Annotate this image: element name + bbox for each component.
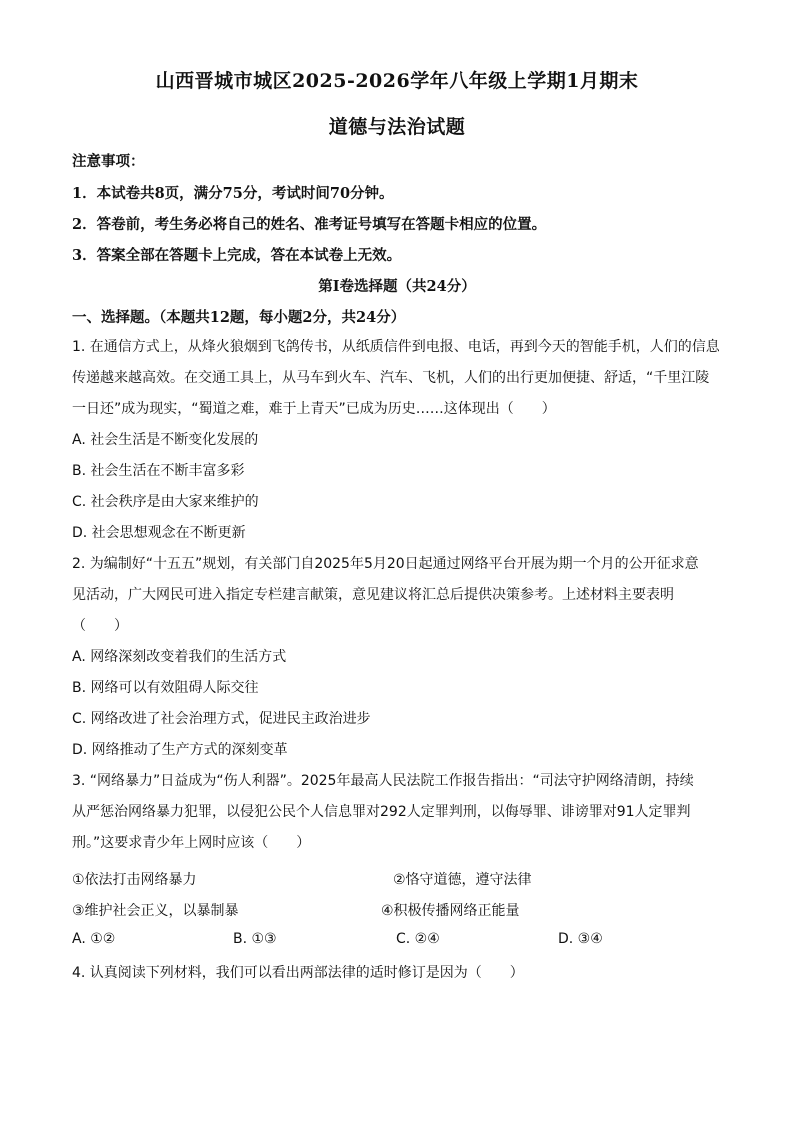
statement-2: ②恪守道德，遵守法律 [393,872,532,888]
part-title: 一、选择题。（本题共12题，每小题2分，共24分） [72,309,406,326]
question-stem-line: 一日还”成为现实，“蜀道之难，难于上青天”已成为历史……这体现出（ ） [72,401,556,417]
notice-item: 1．本试卷共8页，满分75分，考试时间70分钟。 [72,185,394,202]
statement-4: ④积极传播网络正能量 [381,903,520,919]
question-1 [72,332,724,549]
choice-c: C. ②④ [396,931,440,947]
statement-3: ③维护社会正义，以暴制暴 [72,903,239,919]
exam-subject-title: 道德与法治试题 [328,116,466,138]
option-b: B. 网络可以有效阻碍人际交往 [72,680,259,696]
option-a: A. 网络深刻改变着我们的生活方式 [72,649,287,665]
question-stem-line: 刑。”这要求青少年上网时应该（ ） [72,835,311,851]
notice-heading: 注意事项： [72,153,145,170]
option-d: D. 社会思想观念在不断更新 [72,525,246,541]
question-stem-line: 2. 为编制好“十五五”规划，有关部门自2025年5月20日起通过网络平台开展为期一个月的公开征求意 [72,556,699,572]
option-d: D. 网络推动了生产方式的深刻变革 [72,742,288,758]
question-stem-line: （ ） [72,618,128,634]
choice-a: A. ①② [72,931,116,947]
choice-d: D. ③④ [558,931,603,947]
notice-item: 2．答卷前，考生务必将自己的姓名、准考证号填写在答题卡相应的位置。 [72,216,547,233]
option-c: C. 网络改进了社会治理方式，促进民主政治进步 [72,711,371,727]
question-stem-line: 3. “网络暴力”日益成为“伤人利器”。2025年最高人民法院工作报告指出：“司法守护网络清朗，持续 [72,773,694,789]
option-a: A. 社会生活是不断变化发展的 [72,432,259,448]
volume-title: 第Ⅰ卷选择题（共24分） [318,278,476,295]
question-stem-line: 见活动，广大网民可进入指定专栏建言献策，意见建议将汇总后提供决策参考。上述材料主要表明 [72,587,674,603]
question-stem-line: 传递越来越高效。在交通工具上，从马车到火车、汽车、飞机，人们的出行更加便捷、舒适，“千里江陵 [72,370,710,386]
question-3 [72,766,724,859]
option-c: C. 社会秩序是由大家来维护的 [72,494,259,510]
option-b: B. 社会生活在不断丰富多彩 [72,463,245,479]
question-stem-line: 1. 在通信方式上，从烽火狼烟到飞鸽传书，从纸质信件到电报、电话，再到今天的智能手机，人们的信息 [72,339,720,355]
notice-item: 3．答案全部在答题卡上完成，答在本试卷上无效。 [72,247,402,264]
question-2 [72,549,724,766]
exam-title: 山西晋城市城区2025-2026学年八年级上学期1月期末 [155,70,639,92]
choice-b: B. ①③ [233,931,277,947]
question-stem-line: 从严惩治网络暴力犯罪，以侵犯公民个人信息罪对292人定罪判刑，以侮辱罪、诽谤罪对91人定罪判 [72,804,691,820]
question-4-stem: 4. 认真阅读下列材料，我们可以看出两部法律的适时修订是因为（ ） [72,965,524,981]
statement-1: ①依法打击网络暴力 [72,872,197,888]
